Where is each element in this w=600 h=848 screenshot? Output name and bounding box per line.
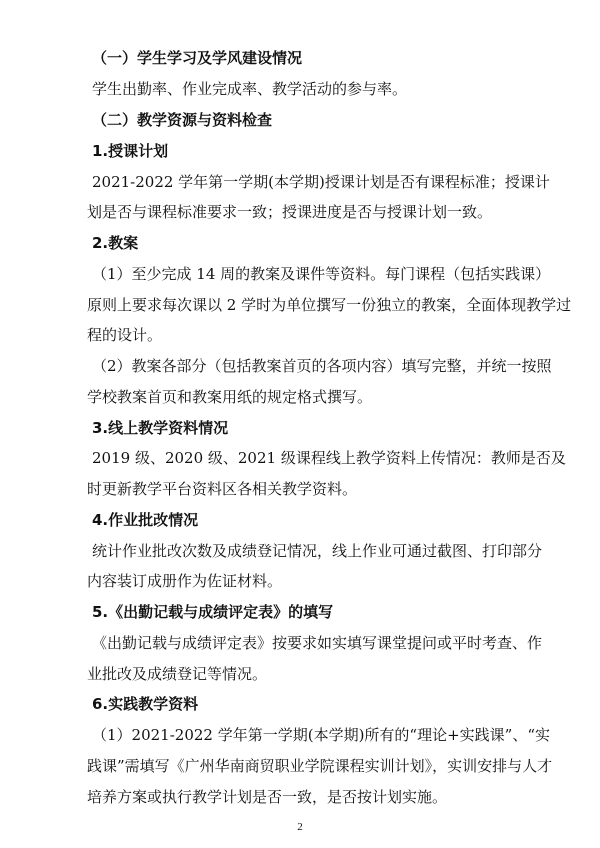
section-heading: （二）教学资源与资料检查 <box>92 111 273 129</box>
paragraph-line: 业批改及成绩登记等情况。 <box>87 665 268 683</box>
section-heading: 4.作业批改情况 <box>92 511 199 529</box>
paragraph-line: 内容装订成册作为佐证材料。 <box>87 572 283 590</box>
paragraph-line: 2019 级、2020 级、2021 级课程线上教学资料上传情况：教师是否及 <box>92 449 566 467</box>
paragraph-line: 培养方案或执行教学计划是否一致，是否按计划实施。 <box>87 788 448 806</box>
paragraph-line: 原则上要求每次课以 2 学时为单位撰写一份独立的教案，全面体现教学过 <box>87 296 572 314</box>
paragraph-line: （1）2021-2022 学年第一学期(本学期)所有的“理论+实践课”、“实 <box>92 726 551 744</box>
paragraph-line: 时更新教学平台资料区各相关教学资料。 <box>87 480 358 498</box>
section-heading: 6.实践教学资料 <box>92 695 199 713</box>
section-heading: 2.教案 <box>92 234 139 252</box>
section-heading: 5.《出勤记载与成绩评定表》的填写 <box>92 603 334 621</box>
section-heading: （一）学生学习及学风建设情况 <box>92 49 303 67</box>
paragraph-line: 学生出勤率、作业完成率、教学活动的参与率。 <box>92 80 408 98</box>
paragraph-line: 程的设计。 <box>87 326 163 344</box>
section-heading: 1.授课计划 <box>92 142 169 160</box>
page-number: 2 <box>297 821 303 833</box>
paragraph-line: 《出勤记载与成绩评定表》按要求如实填写课堂提问或平时考查、作 <box>92 634 543 652</box>
paragraph-line: （2）教案各部分（包括教案首页的各项内容）填写完整，并统一按照 <box>92 357 552 375</box>
paragraph-line: 学校教案首页和教案用纸的规定格式撰写。 <box>87 388 373 406</box>
paragraph-line: 践课”需填写《广州华南商贸职业学院课程实训计划》，实训安排与人才 <box>87 757 553 775</box>
section-heading: 3.线上教学资料情况 <box>92 419 229 437</box>
paragraph-line: 2021-2022 学年第一学期(本学期)授课计划是否有课程标准；授课计 <box>92 173 550 191</box>
paragraph-line: 统计作业批改次数及成绩登记情况，线上作业可通过截图、打印部分 <box>92 542 543 560</box>
paragraph-line: （1）至少完成 14 周的教案及课件等资料。每门课程（包括实践课） <box>92 265 551 283</box>
paragraph-line: 划是否与课程标准要求一致；授课进度是否与授课计划一致。 <box>87 203 493 221</box>
